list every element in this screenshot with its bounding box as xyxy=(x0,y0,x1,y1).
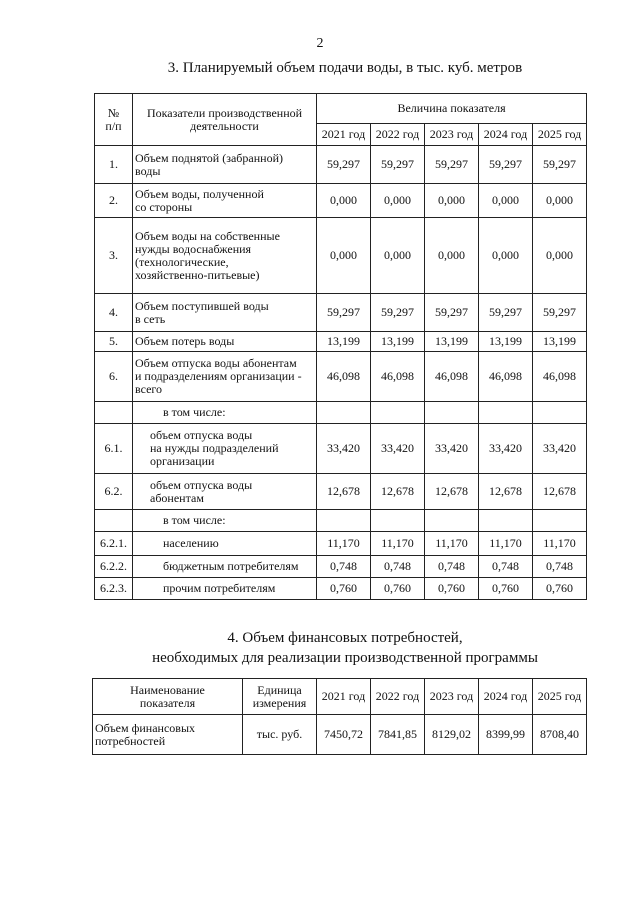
row-number xyxy=(95,510,133,532)
table-row xyxy=(95,402,587,424)
year-header: 2021 год xyxy=(317,124,371,146)
section3-title: 3. Планируемый объем подачи воды, в тыс. куб. метров xyxy=(167,60,523,76)
value-cell: 0,748 xyxy=(371,556,425,578)
value-cell: 0,760 xyxy=(371,578,425,600)
year-header: 2025 год xyxy=(533,124,587,146)
table-row xyxy=(95,532,587,556)
row-number: 4. xyxy=(95,294,133,332)
value-cell: 46,098 xyxy=(479,352,533,402)
value-cell: 11,170 xyxy=(425,532,479,556)
row-label: Объем поступившей воды в сеть xyxy=(133,294,317,332)
row-number: 1. xyxy=(95,146,133,184)
value-cell: 11,170 xyxy=(533,532,587,556)
table-row xyxy=(95,474,587,510)
header-indicator: Показатели производственной деятельности xyxy=(133,94,317,146)
table-row xyxy=(95,352,587,402)
value-cell xyxy=(479,402,533,424)
value-cell: 59,297 xyxy=(533,294,587,332)
value-cell xyxy=(479,510,533,532)
value-cell xyxy=(317,510,371,532)
value-cell: 12,678 xyxy=(371,474,425,510)
row-label: объем отпуска воды на нужды подразделений организации xyxy=(133,424,317,474)
value-cell: 7450,72 xyxy=(317,715,371,755)
year-header: 2021 год xyxy=(317,679,371,715)
row-label: Объем финансовых потребностей xyxy=(93,715,243,755)
value-cell xyxy=(371,402,425,424)
value-cell: 13,199 xyxy=(425,332,479,352)
year-header: 2023 год xyxy=(425,124,479,146)
row-label: населению xyxy=(133,532,317,556)
value-cell: 59,297 xyxy=(479,146,533,184)
value-cell: 0,748 xyxy=(317,556,371,578)
value-cell: 0,000 xyxy=(317,184,371,218)
row-number: 5. xyxy=(95,332,133,352)
row-number xyxy=(95,402,133,424)
value-cell xyxy=(533,402,587,424)
row-number: 3. xyxy=(95,218,133,294)
table-row xyxy=(95,146,587,184)
value-cell: 13,199 xyxy=(317,332,371,352)
value-cell: 46,098 xyxy=(317,352,371,402)
value-cell: 59,297 xyxy=(425,294,479,332)
value-cell xyxy=(317,402,371,424)
value-cell: 0,748 xyxy=(533,556,587,578)
row-number: 6.2.1. xyxy=(95,532,133,556)
value-cell: 0,748 xyxy=(479,556,533,578)
value-cell: 0,760 xyxy=(479,578,533,600)
table-row xyxy=(95,332,587,352)
row-label: Объем потерь воды xyxy=(133,332,317,352)
value-cell: 0,000 xyxy=(317,218,371,294)
value-cell: 8399,99 xyxy=(479,715,533,755)
value-cell: 0,000 xyxy=(425,184,479,218)
value-cell: 33,420 xyxy=(371,424,425,474)
row-number: 6. xyxy=(95,352,133,402)
year-header: 2024 год xyxy=(479,124,533,146)
financial-needs-table xyxy=(92,678,587,755)
value-cell xyxy=(533,510,587,532)
value-cell: 59,297 xyxy=(371,294,425,332)
value-cell: 59,297 xyxy=(425,146,479,184)
value-cell: 59,297 xyxy=(317,294,371,332)
value-cell: 12,678 xyxy=(317,474,371,510)
value-cell: 0,000 xyxy=(425,218,479,294)
table-row xyxy=(95,294,587,332)
table-row xyxy=(95,218,587,294)
row-number: 6.2. xyxy=(95,474,133,510)
unit-cell: тыс. руб. xyxy=(243,715,317,755)
value-cell: 0,760 xyxy=(425,578,479,600)
row-number: 2. xyxy=(95,184,133,218)
row-label: в том числе: xyxy=(133,510,317,532)
year-header: 2023 год xyxy=(425,679,479,715)
value-cell: 0,000 xyxy=(479,218,533,294)
table-row xyxy=(95,424,587,474)
row-label: Объем отпуска воды абонентам и подразделениям организации - всего xyxy=(133,352,317,402)
value-cell: 13,199 xyxy=(533,332,587,352)
value-cell: 0,000 xyxy=(371,184,425,218)
value-cell: 12,678 xyxy=(425,474,479,510)
year-header: 2022 год xyxy=(371,679,425,715)
header-value-group: Величина показателя xyxy=(317,94,587,124)
value-cell: 12,678 xyxy=(479,474,533,510)
value-cell: 33,420 xyxy=(317,424,371,474)
table-row xyxy=(95,184,587,218)
value-cell: 0,000 xyxy=(371,218,425,294)
value-cell: 12,678 xyxy=(533,474,587,510)
row-label: в том числе: xyxy=(133,402,317,424)
value-cell: 0,000 xyxy=(533,218,587,294)
value-cell: 59,297 xyxy=(317,146,371,184)
value-cell: 46,098 xyxy=(425,352,479,402)
value-cell: 33,420 xyxy=(533,424,587,474)
header-unit: Единица измерения xyxy=(243,679,317,715)
table-row xyxy=(95,510,587,532)
value-cell xyxy=(425,510,479,532)
value-cell: 0,000 xyxy=(479,184,533,218)
value-cell xyxy=(371,510,425,532)
row-number: 6.2.3. xyxy=(95,578,133,600)
table-row xyxy=(95,578,587,600)
row-label: Объем воды, полученной со стороны xyxy=(133,184,317,218)
page-number: 2 xyxy=(316,36,324,51)
value-cell: 13,199 xyxy=(371,332,425,352)
value-cell: 59,297 xyxy=(479,294,533,332)
row-label: объем отпуска воды абонентам xyxy=(133,474,317,510)
header-name: Наименование показателя xyxy=(93,679,243,715)
row-number: 6.2.2. xyxy=(95,556,133,578)
header-num: № п/п xyxy=(95,94,133,146)
table-row xyxy=(95,556,587,578)
value-cell: 7841,85 xyxy=(371,715,425,755)
value-cell: 8708,40 xyxy=(533,715,587,755)
value-cell: 11,170 xyxy=(371,532,425,556)
row-label: бюджетным потребителям xyxy=(133,556,317,578)
value-cell: 0,760 xyxy=(317,578,371,600)
row-number: 6.1. xyxy=(95,424,133,474)
value-cell: 11,170 xyxy=(479,532,533,556)
row-label: Объем поднятой (забранной) воды xyxy=(133,146,317,184)
row-label: Объем воды на собственные нужды водоснабжения (технологические, хозяйственно-питьевые) xyxy=(133,218,317,294)
value-cell: 0,000 xyxy=(533,184,587,218)
section4-title: 4. Объем финансовых потребностей, необходимых для реализации производственной программы xyxy=(152,630,538,666)
value-cell: 59,297 xyxy=(533,146,587,184)
value-cell: 11,170 xyxy=(317,532,371,556)
year-header: 2025 год xyxy=(533,679,587,715)
value-cell xyxy=(425,402,479,424)
row-label: прочим потребителям xyxy=(133,578,317,600)
value-cell: 46,098 xyxy=(533,352,587,402)
value-cell: 8129,02 xyxy=(425,715,479,755)
value-cell: 0,760 xyxy=(533,578,587,600)
table-row xyxy=(93,715,587,755)
value-cell: 13,199 xyxy=(479,332,533,352)
value-cell: 33,420 xyxy=(425,424,479,474)
year-header: 2022 год xyxy=(371,124,425,146)
year-header: 2024 год xyxy=(479,679,533,715)
water-supply-table xyxy=(94,93,587,600)
value-cell: 46,098 xyxy=(371,352,425,402)
value-cell: 33,420 xyxy=(479,424,533,474)
value-cell: 0,748 xyxy=(425,556,479,578)
value-cell: 59,297 xyxy=(371,146,425,184)
